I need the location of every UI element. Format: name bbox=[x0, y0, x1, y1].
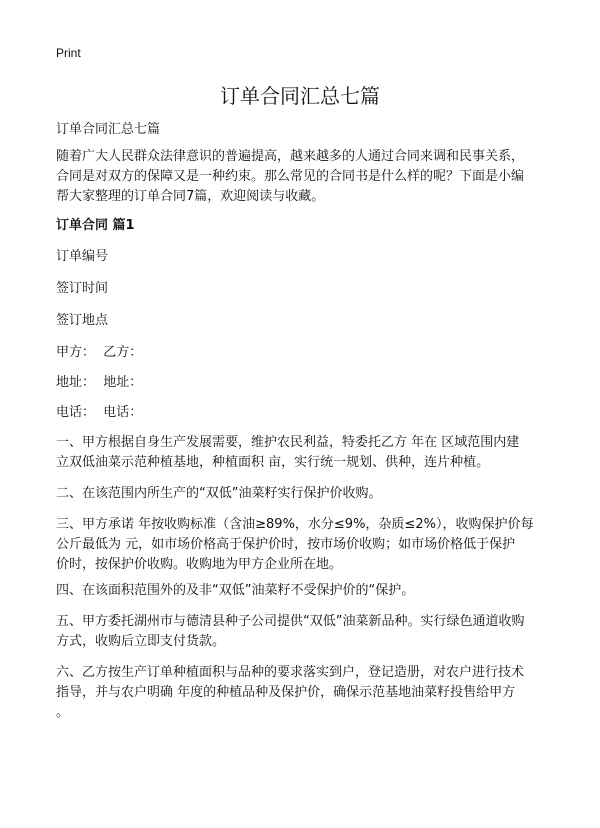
field-phone: 电话： 电话： bbox=[56, 405, 143, 420]
field-order-number: 订单编号 bbox=[56, 249, 109, 264]
intro-paragraph bbox=[56, 147, 524, 207]
clause-line: 六、乙方按生产订单种植面积与品种的要求落实到户，登记造册，对农户进行技术 bbox=[56, 665, 525, 680]
intro-line: 合同是对双方的保障又是一种约束。那么常见的合同书是什么样的呢？下面是小编 bbox=[56, 169, 525, 184]
clause-1 bbox=[56, 433, 519, 473]
clause-line: 五、甲方委托湖州市与德清县种子公司提供“双低”油菜新品种。实行绿色通道收购 bbox=[56, 614, 525, 629]
clause-4 bbox=[56, 581, 414, 601]
clause-2 bbox=[56, 484, 381, 504]
field-address: 地址： 地址： bbox=[56, 375, 143, 390]
clause-line: 四、在该面积范围外的及非“双低”油菜籽不受保护价的“保护。 bbox=[56, 583, 415, 598]
clause-3 bbox=[56, 515, 533, 575]
intro-line: 随着广大人民群众法律意识的普遍提高，越来越多的人通过合同来调和民事关系， bbox=[56, 149, 525, 164]
subtitle: 订单合同汇总七篇 bbox=[56, 122, 161, 137]
print-link[interactable]: Print bbox=[56, 46, 81, 60]
section-heading: 订单合同 篇1 bbox=[56, 218, 135, 233]
intro-line: 帮大家整理的订单合同7篇，欢迎阅读与收藏。 bbox=[56, 189, 325, 204]
clause-line: 一、甲方根据自身生产发展需要，维护农民利益，特委托乙方 年在 区域范围内建 bbox=[56, 435, 520, 450]
clause-line: 二、在该范围内所生产的“双低”油菜籽实行保护价收购。 bbox=[56, 486, 382, 501]
clause-line: 三、甲方承诺 年按收购标准（含油≥89%，水分≤9%，杂质≤2%），收购保护价每 bbox=[56, 517, 534, 532]
clause-line: 立双低油菜示范种植基地，种植面积 亩，实行统一规划、供种，连片种植。 bbox=[56, 455, 490, 470]
field-sign-place: 签订地点 bbox=[56, 313, 109, 328]
clause-line: 。 bbox=[56, 705, 70, 720]
clause-line: 公斤最低为 元，如市场价格高于保护价时，按市场价收购；如市场价格低于保护 bbox=[56, 537, 516, 552]
clause-line: 方式，收购后立即支付货款。 bbox=[56, 634, 226, 649]
page-title: 订单合同汇总七篇 bbox=[220, 84, 380, 108]
field-parties: 甲方： 乙方： bbox=[56, 345, 143, 360]
clause-6 bbox=[56, 663, 524, 723]
field-sign-time: 签订时间 bbox=[56, 281, 109, 296]
clause-line: 指导，并与农户明确 年度的种植品种及保护价，确保示范基地油菜籽投售给甲方 bbox=[56, 685, 516, 700]
clause-line: 价时，按保护价收购。收购地为甲方企业所在地。 bbox=[56, 557, 343, 572]
clause-5 bbox=[56, 612, 524, 652]
